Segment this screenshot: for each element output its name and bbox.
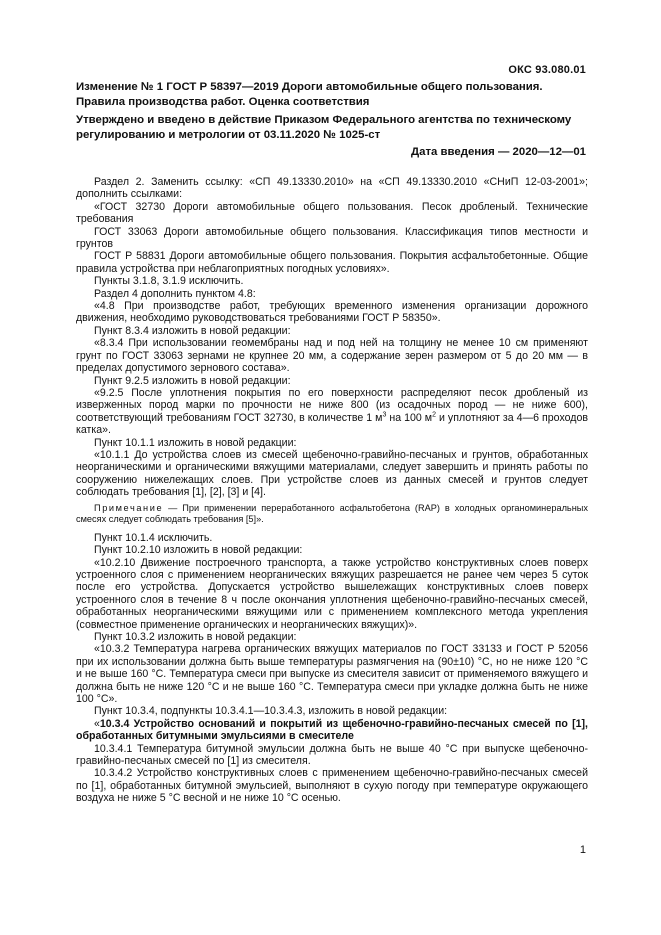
paragraph: Пункт 10.3.2 изложить в новой редакции: (94, 631, 297, 643)
paragraph: Раздел 4 дополнить пунктом 4.8: (94, 287, 256, 300)
paragraph: 10.3.4.1 Температура битумной эмульсии должна быть не выше 40 °С при выпуске щебеночно-гравийно-песчаных смесей по [1] из смесителя. (76, 742, 588, 768)
paragraph: ГОСТ 33063 Дороги автомобильные общего пользования. Классификация типов местности и грунтов (76, 225, 588, 251)
paragraph: Пункт 9.2.5 изложить в новой редакции: (94, 374, 291, 387)
text-run: «9.2.5 После уплотнения покрытия по его поверхности распределяют песок дробленый из изверженных пород марки по прочности не ниже 800 (из осадочных пород — не ниже 600), соответствующий требованиям ГОСТ 32730, в количестве 1 м (76, 386, 588, 424)
text-run: « (94, 717, 100, 730)
text-run: и уплотняют за 4—6 проходов катка». (76, 411, 588, 437)
note-text: — При применении переработанного асфальтобетона (RAP) в холодных органоминеральных смесях следует соблюдать требования [5]». (76, 502, 588, 525)
paragraph: «8.3.4 При использовании геомембраны над и под ней на толщину не менее 10 см применяют грунт по ГОСТ 33063 зернами не крупнее 20 мм, а содержание зерен размером от 5 до 20 мм — в пределах допустимого зернового состава». (76, 337, 588, 375)
paragraph: ГОСТ Р 58831 Дороги автомобильные общего пользования. Покрытия асфальтобетонные. Общие правила устройства при неблагоприятных погодных условиях». (76, 250, 588, 275)
paragraph (76, 718, 588, 743)
paragraph: Пункт 10.2.10 изложить в новой редакции: (94, 544, 303, 557)
note-label: Примечание (94, 502, 164, 513)
paragraph: 10.3.4.2 Устройство конструктивных слоев с применением щебеночно-гравийно-песчаных смесей по [1], обработанных битумной эмульсией, выполняют в сухую погоду при температуре окружающего воздуха не ниже 5 °С весной и не ниже 10 °С осенью. (76, 767, 588, 805)
intro-date: Дата введения — 2020—12—01 (411, 146, 586, 158)
page-number: 1 (579, 844, 586, 856)
paragraph: «10.2.10 Движение построечного транспорта, а также устройство конструктивных слоев поверх устроенного слоя с применением неорганических вяжущих разрешается не ранее чем через 5 суток после его устройства. Допускается устройство вышележащих конструктивных слоев поверх устроенного слоя в течение 8 ч после окончания уплотнения щебеночно-гравийно-песчаных смесей, обработанных неорганическими вяжущими или с применением комплексного метода укрепления (совместное применение органических и неорганических вяжущих)». (76, 556, 588, 631)
text-run: на 100 м (386, 411, 433, 424)
approval-statement: Утверждено и введено в действие Приказом Федерального агентства по техническому регулированию и метрологии от 03.11.2020 № 1025-ст (76, 114, 572, 141)
paragraph: «10.1.1 До устройства слоев из смесей щебеночно-гравийно-песчаных и грунтов, обработанных неорганическими и органическими вяжущими материалами, следует завершить и принять работы по сооружению нижележащих слоев. При устройстве слоев из данных смесей и грунтов следует соблюдать требования [1], [2], [3] и [4]. (76, 448, 588, 499)
paragraph: Пункт 10.1.1 изложить в новой редакции: (94, 436, 297, 449)
superscript: 3 (382, 411, 387, 419)
paragraph: Раздел 2. Заменить ссылку: «СП 49.13330.2010» на «СП 49.13330.2010 «СНиП 12-03-2001»; дополнить ссылками: (76, 176, 588, 201)
paragraph: Пункт 10.3.4, подпункты 10.3.4.1—10.3.4.3, изложить в новой редакции: (94, 705, 448, 718)
section-heading: 10.3.4 Устройство оснований и покрытий из щебеночно-гравийно-песчаных смесей по [1], обработанных битумными эмульсиями в смесителе (76, 717, 588, 743)
paragraph: «10.3.2 Температура нагрева органических вяжущих материалов по ГОСТ 33133 и ГОСТ Р 52056 при их использовании должна быть выше температуры размягчения на (90±10) °С, но не ниже 120 °С и не выше 160 °С. Температура смеси при выпуске из смесителя зависит от применяемого вяжущего и должна быть не ниже 120 °С и не выше 160 °С. Температура смеси при укладке должна быть не ниже 100 °С». (76, 643, 588, 706)
paragraph: Пункт 10.1.4 исключить. (94, 531, 213, 544)
classification-code: ОКС 93.080.01 (508, 64, 586, 76)
note (76, 503, 588, 526)
paragraph: «ГОСТ 32730 Дороги автомобильные общего пользования. Песок дробленый. Технические требования (76, 200, 588, 226)
paragraph: Пункт 8.3.4 изложить в новой редакции: (94, 324, 291, 337)
document-body (76, 176, 588, 805)
superscript: 2 (432, 411, 436, 419)
paragraph: «4.8 При производстве работ, требующих временного изменения организации дорожного движения, необходимо руководствоваться требованиями ГОСТ Р 58350». (76, 300, 588, 325)
paragraph (76, 387, 588, 437)
document-title: Изменение № 1 ГОСТ Р 58397—2019 Дороги автомобильные общего пользования. Правила производства работ. Оценка соответствия (76, 81, 543, 108)
paragraph: Пункты 3.1.8, 3.1.9 исключить. (94, 275, 244, 288)
